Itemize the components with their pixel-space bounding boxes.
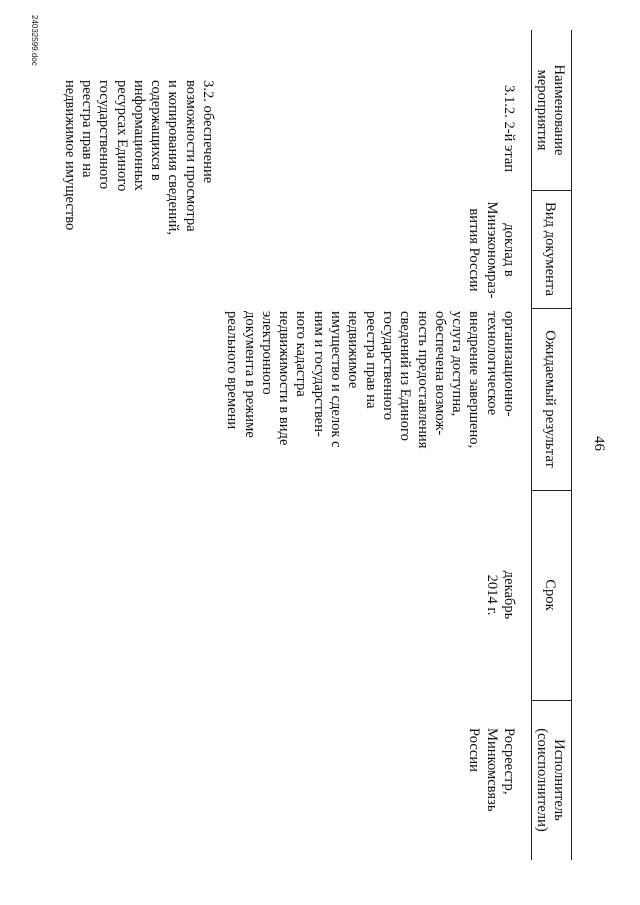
executor-line: России	[466, 728, 483, 772]
result-line: ного кадастра	[293, 311, 310, 397]
header-result: Ожидаемый результат	[542, 330, 558, 468]
result-line: недвижимости в виде	[276, 311, 293, 446]
term-line: 2014 г.	[483, 574, 500, 616]
table-top-border	[571, 30, 572, 860]
result-line: реестра прав на	[362, 311, 379, 409]
page-number: 46	[591, 436, 607, 451]
term-line: декабрь	[501, 570, 517, 620]
row2-name-line: информационных	[130, 80, 147, 191]
row1-result	[223, 311, 517, 487]
doc-type-line: вития России	[466, 208, 483, 292]
row2-name-line: содержащихся в	[148, 80, 165, 181]
row1-term	[482, 490, 517, 700]
header-executor-line: (соисполнители)	[533, 728, 550, 832]
row1-doc-type	[465, 195, 517, 305]
row2-name	[60, 80, 216, 240]
result-line: недвижимое	[345, 311, 362, 389]
header-name-line: Наименование	[551, 64, 567, 156]
header-executor	[532, 700, 567, 860]
footer-filename: 24032599.doc	[30, 15, 39, 66]
row2-name-line: недвижимое имущество	[61, 80, 78, 231]
result-line: услуга доступна,	[449, 311, 466, 417]
result-line: имущество и сделок с	[328, 311, 345, 448]
result-line: организационно-	[501, 311, 517, 417]
result-line: технологическое	[483, 311, 500, 416]
result-line: сведений из Единого	[397, 311, 414, 441]
header-executor-line: Исполнитель	[551, 739, 567, 821]
header-doc-type: Вид документа	[542, 202, 558, 296]
row1-name: 3.1.2. 2-й этап	[501, 85, 517, 173]
row2-name-line: ресурсах Единого	[113, 80, 130, 192]
header-name-line: мероприятия	[533, 69, 550, 151]
executor-line: Минкомсвязь	[483, 728, 500, 812]
row2-name-line: 3.2. обеспечение	[200, 80, 216, 184]
executor-line: Росреестр,	[501, 728, 517, 795]
row2-name-line: реестра прав на	[78, 80, 95, 178]
row2-name-line: государственного	[96, 80, 113, 190]
header-term: Срок	[542, 579, 558, 611]
result-line: ним и государствен-	[310, 311, 327, 437]
doc-type-line: доклад в	[501, 223, 517, 277]
result-line: государственного	[379, 311, 396, 421]
header-name	[532, 30, 567, 190]
result-line: внедрение завершено,	[466, 311, 483, 449]
result-line: документа в режиме	[241, 311, 258, 438]
result-line: реального времени	[224, 311, 241, 430]
row2-name-line: и копирования сведений,	[165, 80, 182, 236]
result-line: ность предоставления	[414, 311, 431, 449]
result-line: электронного	[258, 311, 275, 395]
result-line: обеспечена возмож-	[431, 311, 448, 436]
row2-name-line: возможности просмотра	[182, 80, 199, 232]
row1-executor	[465, 728, 517, 860]
doc-type-line: Минэкономраз-	[483, 201, 500, 299]
